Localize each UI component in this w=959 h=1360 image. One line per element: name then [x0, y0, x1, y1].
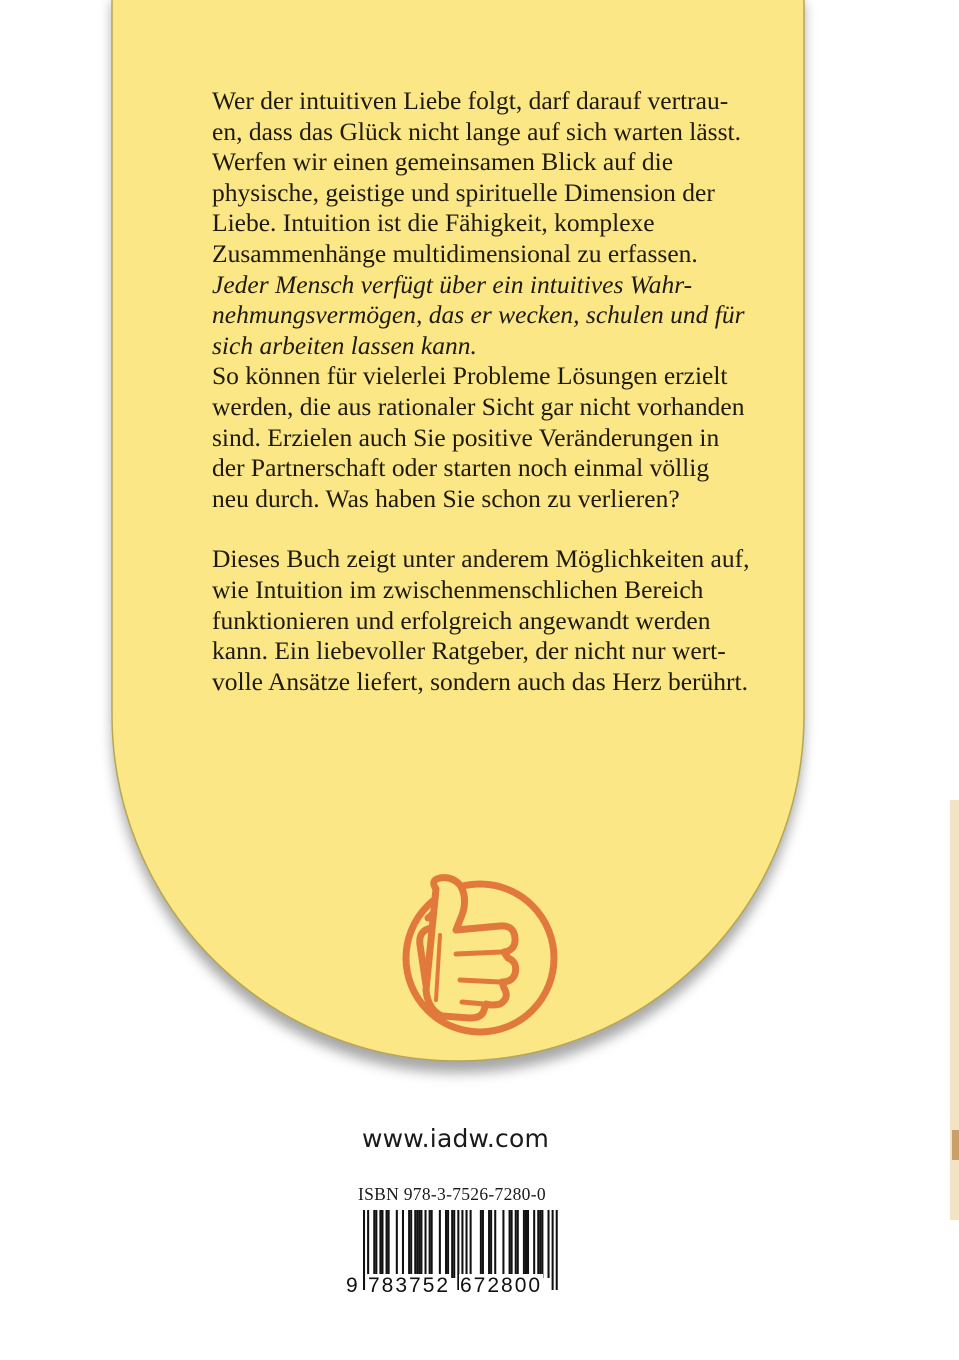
barcode-bar [488, 1210, 490, 1278]
text-line: werden, die aus rationaler Sicht gar nicht vorhanden [212, 391, 745, 421]
text-line: volle Ansätze liefert, sondern auch das Herz berührt. [212, 666, 748, 696]
barcode-bar [396, 1210, 398, 1278]
text-line: en, dass das Glück nicht lange auf sich warten lässt. [212, 116, 741, 146]
barcode-bar [414, 1210, 416, 1278]
barcode-bar [494, 1210, 496, 1278]
barcode-bar [537, 1210, 539, 1278]
text-line: der Partnerschaft oder starten noch einmal völlig [212, 453, 710, 483]
barcode-bar [515, 1210, 517, 1278]
barcode-bar [470, 1210, 472, 1278]
barcode-bar [420, 1210, 422, 1278]
text-line: Zusammenhänge multidimensional zu erfassen. [212, 238, 698, 268]
barcode-bar [425, 1210, 427, 1278]
barcode-digits-left: 783752 [368, 1274, 451, 1297]
publisher-website: www.iadw.com [362, 1124, 550, 1153]
barcode-bar [511, 1210, 513, 1278]
barcode-bar [429, 1210, 431, 1278]
blurb-text [212, 86, 812, 697]
text-line: sich arbeiten lassen kann. [212, 330, 477, 360]
barcode-bar [490, 1210, 492, 1278]
text-line: Wer der intuitiven Liebe folgt, darf darauf vertrau- [212, 86, 729, 115]
text-line: sind. Erzielen auch Sie positive Veränderungen in [212, 422, 720, 452]
barcode-bar [386, 1210, 388, 1278]
barcode-bar [509, 1210, 511, 1278]
barcode-bar [527, 1210, 529, 1278]
barcode-bar [482, 1210, 484, 1278]
text-line: wie Intuition im zwischenmenschlichen Bereich [212, 574, 704, 604]
barcode-bar [431, 1210, 433, 1278]
barcode-bar [445, 1210, 447, 1278]
text-line: Dieses Buch zeigt unter anderem Möglichkeiten auf, [212, 544, 750, 574]
barcode-digits [346, 1274, 558, 1298]
barcode-bar [523, 1210, 525, 1278]
barcode-bar [525, 1210, 527, 1278]
barcode-bar [379, 1210, 381, 1278]
barcode-bar [416, 1210, 418, 1278]
paragraph-2 [212, 544, 812, 697]
text-line: Jeder Mensch verfügt über ein intuitives Wahr- [212, 269, 693, 299]
barcode-bar [410, 1210, 412, 1278]
barcode-bar [381, 1210, 383, 1278]
paragraph-1 [212, 86, 812, 514]
barcode-bar [539, 1210, 541, 1278]
barcode-bar [373, 1210, 375, 1278]
text-line: physische, geistige und spirituelle Dimension der [212, 177, 715, 207]
text-line: kann. Ein liebevoller Ratgeber, der nicht nur wert- [212, 636, 726, 666]
text-line: So können für vielerlei Probleme Lösungen erzielt [212, 361, 728, 391]
barcode-bar [533, 1210, 535, 1278]
barcode-bar [453, 1210, 455, 1278]
text-line: Liebe. Intuition ist die Fähigkeit, komplexe [212, 208, 655, 238]
barcode-bar [466, 1210, 468, 1278]
barcode-bar [447, 1210, 449, 1278]
barcode-bar [439, 1210, 441, 1278]
text-line: neu durch. Was haben Sie schon zu verlieren? [212, 483, 680, 513]
front-cover-edge-detail [952, 1130, 959, 1160]
text-line: funktionieren und erfolgreich angewandt werden [212, 605, 711, 635]
paragraph-gap [212, 514, 812, 544]
barcode-bar [408, 1210, 410, 1278]
barcode-bar [402, 1210, 404, 1278]
text-line: nehmungsvermögen, das er wecken, schulen und für [212, 300, 745, 330]
barcode-bar [502, 1210, 504, 1278]
barcode-bar [548, 1210, 550, 1278]
barcode-digits-right: 672800 [460, 1274, 543, 1297]
barcode-bar [541, 1210, 543, 1278]
barcode-digit-first: 9 [346, 1274, 358, 1297]
barcode-bar [418, 1210, 420, 1278]
barcode-bar [451, 1210, 453, 1278]
isbn-label: ISBN 978-3-7526-7280-0 [358, 1184, 546, 1204]
barcode-bar [388, 1210, 390, 1278]
barcode-bar [517, 1210, 519, 1278]
barcode-bar [375, 1210, 377, 1278]
barcode-bar [480, 1210, 482, 1278]
text-line: Werfen wir einen gemeinsamen Blick auf die [212, 147, 674, 177]
